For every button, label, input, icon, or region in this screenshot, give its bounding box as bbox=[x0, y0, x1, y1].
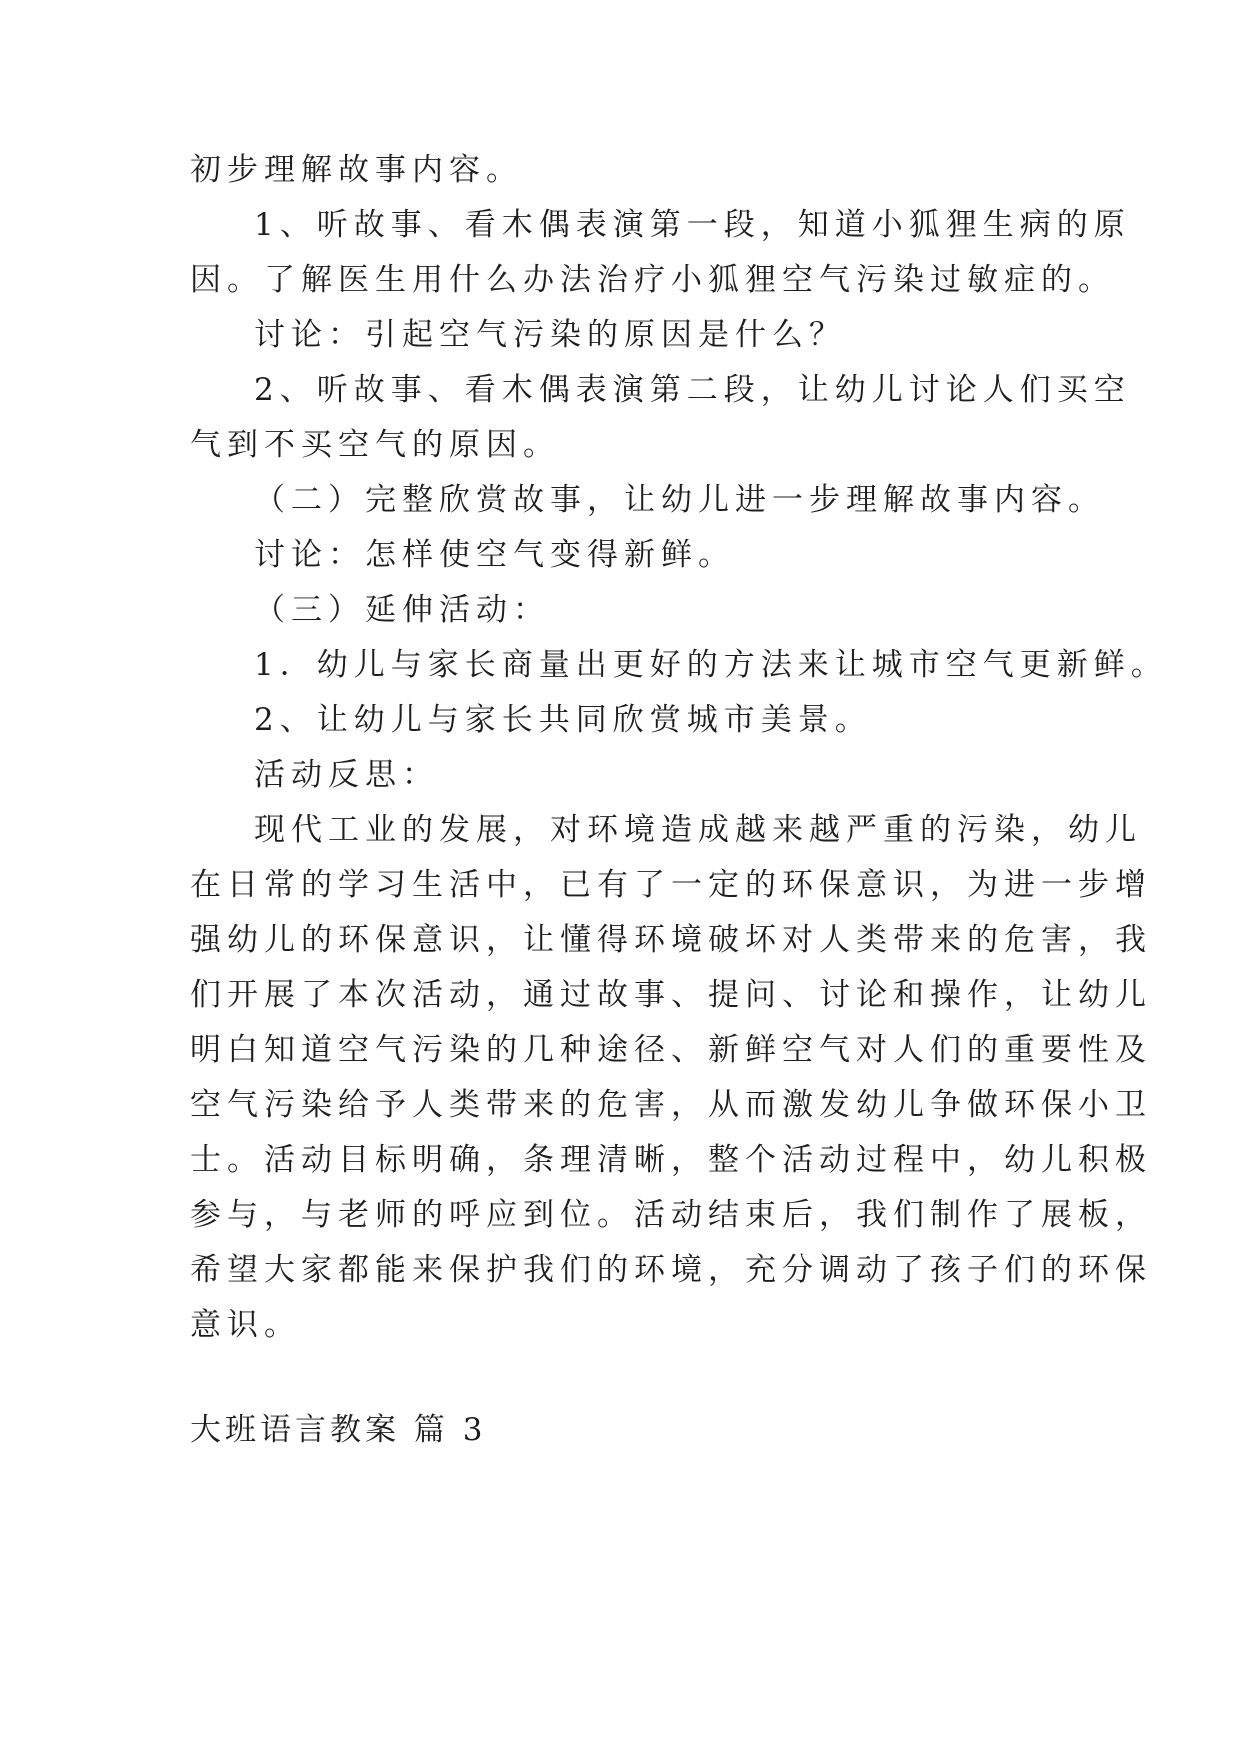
text-line-21: 希望大家都能来保护我们的环境，充分调动了孩子们的环保 bbox=[190, 1252, 1152, 1288]
section-heading: 大班语言教案 篇 3 bbox=[190, 1412, 487, 1448]
text-line-4: 讨论：引起空气污染的原因是什么？ bbox=[254, 317, 846, 353]
text-line-2: 1、听故事、看木偶表演第一段，知道小狐狸生病的原 bbox=[254, 207, 1131, 243]
text-line-13: 现代工业的发展，对环境造成越来越严重的污染，幼儿 bbox=[254, 812, 1142, 848]
text-line-15: 强幼儿的环保意识，让懂得环境破坏对人类带来的危害，我 bbox=[190, 922, 1152, 958]
text-line-11: 2、让幼儿与家长共同欣赏城市美景。 bbox=[254, 702, 872, 738]
text-line-16: 们开展了本次活动，通过故事、提问、讨论和操作，让幼儿 bbox=[190, 977, 1152, 1013]
text-line-20: 参与，与老师的呼应到位。活动结束后，我们制作了展板， bbox=[190, 1197, 1152, 1233]
text-line-8: 讨论：怎样使空气变得新鲜。 bbox=[254, 537, 735, 573]
text-line-5: 2、听故事、看木偶表演第二段，让幼儿讨论人们买空 bbox=[254, 372, 1131, 408]
text-line-17: 明白知道空气污染的几种途径、新鲜空气对人们的重要性及 bbox=[190, 1032, 1152, 1068]
text-line-22: 意识。 bbox=[190, 1307, 301, 1343]
text-line-3: 因。了解医生用什么办法治疗小狐狸空气污染过敏症的。 bbox=[190, 262, 1115, 298]
text-line-6: 气到不买空气的原因。 bbox=[190, 427, 560, 463]
text-line-18: 空气污染给予人类带来的危害，从而激发幼儿争做环保小卫 bbox=[190, 1087, 1152, 1123]
text-line-9: （三）延伸活动： bbox=[254, 592, 550, 628]
text-line-10: 1．幼儿与家长商量出更好的方法来让城市空气更新鲜。 bbox=[254, 647, 1168, 683]
text-line-1: 初步理解故事内容。 bbox=[190, 152, 523, 188]
text-line-14: 在日常的学习生活中，已有了一定的环保意识，为进一步增 bbox=[190, 867, 1152, 903]
text-line-19: 士。活动目标明确，条理清晰，整个活动过程中，幼儿积极 bbox=[190, 1142, 1152, 1178]
text-line-7: （二）完整欣赏故事，让幼儿进一步理解故事内容。 bbox=[254, 482, 1105, 518]
text-line-12: 活动反思： bbox=[254, 757, 439, 793]
